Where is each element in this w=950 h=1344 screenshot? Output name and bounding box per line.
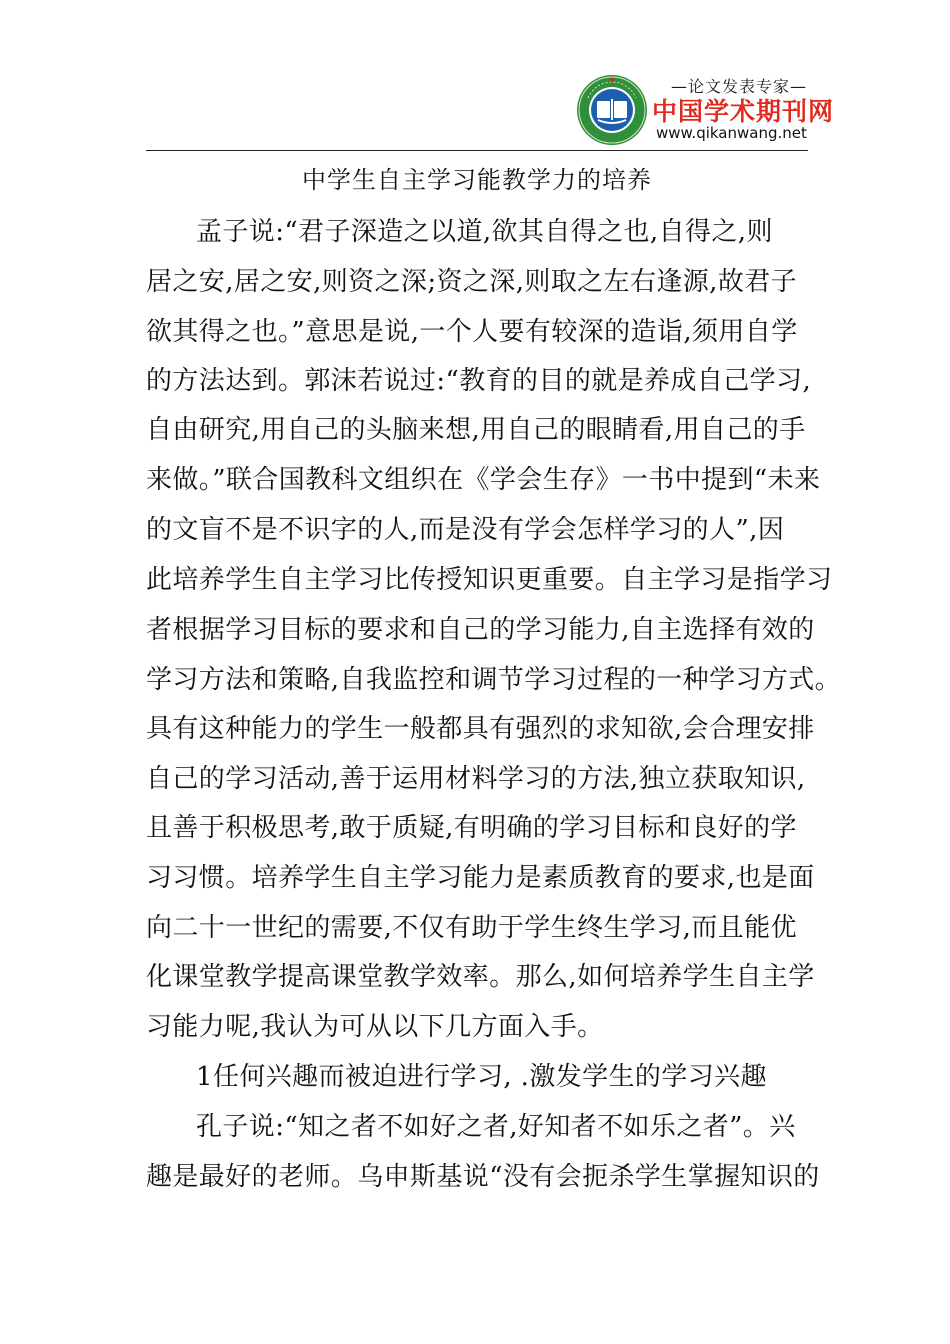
brand-name: 中国学术期刊网 [652,97,835,126]
paragraph-line: 孟子说:“君子深造之以道,欲其自得之也,自得之,则 [196,217,773,247]
paragraph-line: 者根据学习目标的要求和自己的学习能力,自主选择有效的 [146,615,815,645]
paragraph-line: 的文盲不是不识字的人,而是没有学会怎样学习的人”,因 [146,515,785,545]
brand-url: www.qikanwang.net [656,124,807,142]
section-heading: 1任何兴趣而被迫进行学习, .激发学生的学习兴趣 [196,1062,767,1092]
paragraph-line: 自由研究,用自己的头脑来想,用自己的眼睛看,用自己的手 [146,415,806,445]
paragraph-line: 孔子说:“知之者不如好之者,好知者不如乐之者”。兴 [196,1112,796,1142]
header-divider [146,150,808,151]
paragraph-line: 趣是最好的老师。乌申斯基说“没有会扼杀学生掌握知识的 [146,1162,820,1192]
paragraph-line: 习习惯。培养学生自主学习能力是素质教育的要求,也是面 [146,863,815,893]
paragraph-line: 化课堂教学提高课堂教学效率。那么,如何培养学生自主学 [146,962,815,992]
paragraph-line: 的方法达到。郭沫若说过:“教育的目的就是养成自己学习, [146,366,812,396]
brand-tagline: —论文发表专家— [670,77,807,96]
paragraph-line: 具有这种能力的学生一般都具有强烈的求知欲,会合理安排 [146,714,815,744]
page-title: 中学生自主学习能教学力的培养 [302,166,652,194]
paragraph-line: 此培养学生自主学习比传授知识更重要。自主学习是指学习 [146,565,833,595]
paragraph-line: 且善于积极思考,敢于质疑,有明确的学习目标和良好的学 [146,813,797,843]
paragraph-line: 向二十一世纪的需要,不仅有助于学生终生学习,而且能优 [146,913,797,943]
paragraph-line: 来做。”联合国教科文组织在《学会生存》一书中提到“未来 [146,465,821,495]
paragraph-line: 欲其得之也。”意思是说,一个人要有较深的造诣,须用自学 [146,317,798,347]
paragraph-line: 自己的学习活动,善于运用材料学习的方法,独立获取知识, [146,764,806,794]
paragraph-line: 居之安,居之安,则资之深;资之深,则取之左右逢源,故君子 [146,267,798,297]
page-header [0,0,950,150]
qikanwang-logo-icon [576,74,648,146]
paragraph-line: 习能力呢,我认为可从以下几方面入手。 [146,1012,604,1042]
paragraph-line: 学习方法和策略,自我监控和调节学习过程的一种学习方式。 [146,665,842,695]
